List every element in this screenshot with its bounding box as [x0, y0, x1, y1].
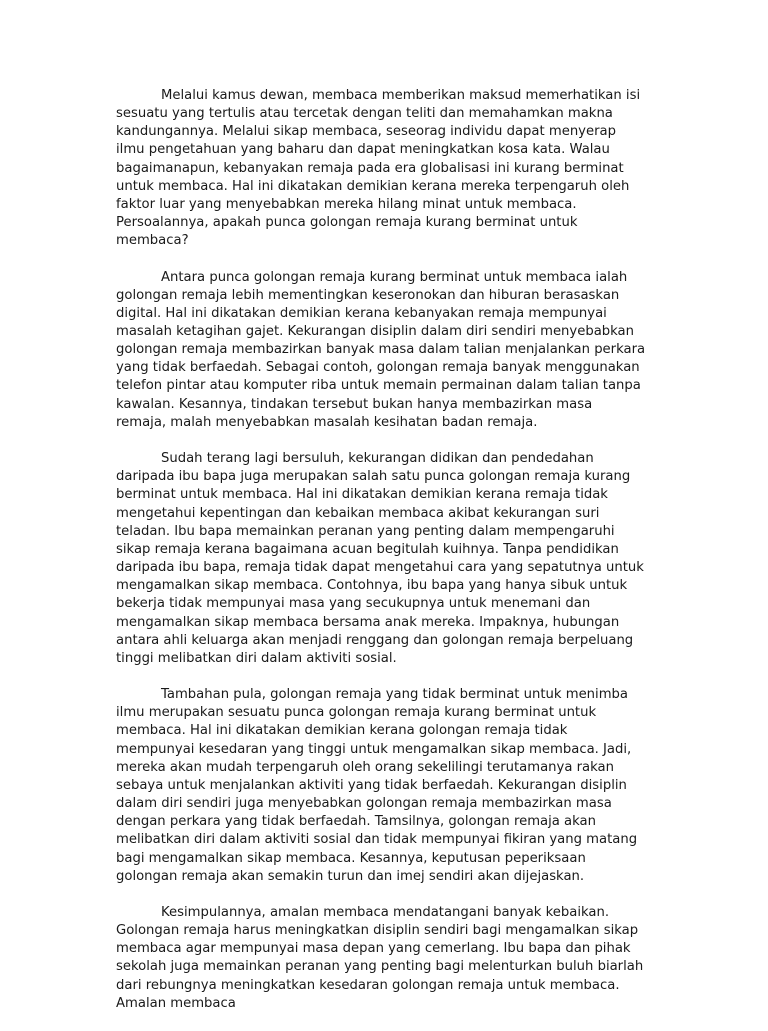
paragraph-point-2: Sudah terang lagi bersuluh, kekurangan didikan dan pendedahan daripada ibu bapa juga merupakan salah satu punca golongan remaja kurang berminat untuk membaca. Hal ini dikatakan demikian kerana remaja tidak mengetahui kepentingan dan kebaikan membaca akibat kekurangan suri teladan. Ibu bapa memainkan peranan yang penting dalam mempengaruhi sikap remaja kerana bagaimana acuan begitulah kuihnya. Tanpa pendidikan daripada ibu bapa, remaja tidak dapat mengetahui cara yang sepatutnya untuk mengamalkan sikap membaca. Contohnya, ibu bapa yang hanya sibuk untuk bekerja tidak mempunyai masa yang secukupnya untuk menemani dan mengamalkan sikap membaca bersama anak mereka. Impaknya, hubungan antara ahli keluarga akan menjadi renggang dan golongan remaja berpeluang tinggi melibatkan diri dalam aktiviti sosial. [116, 451, 644, 666]
paragraph-point-3: Tambahan pula, golongan remaja yang tidak berminat untuk menimba ilmu merupakan sesuatu punca golongan remaja kurang berminat untuk membaca. Hal ini dikatakan demikian kerana golongan remaja tidak mempunyai kesedaran yang tinggi untuk mengamalkan sikap membaca. Jadi, mereka akan mudah terpengaruh oleh orang sekelilingi terutamanya rakan sebaya untuk menjalankan aktiviti yang tidak berfaedah. Kekurangan disiplin dalam diri sendiri juga menyebabkan golongan remaja membazirkan masa dengan perkara yang tidak berfaedah. Tamsilnya, golongan remaja akan melibatkan diri dalam aktiviti sosial dan tidak mempunyai fikiran yang matang bagi mengamalkan sikap membaca. Kesannya, keputusan peperiksaan golongan remaja akan semakin turun dan imej sendiri akan dijejaskan. [116, 687, 638, 884]
paragraph-point-1: Antara punca golongan remaja kurang berminat untuk membaca ialah golongan remaja lebih mementingkan keseronokan dan hiburan berasaskan digital. Hal ini dikatakan demikian kerana kebanyakan remaja mempunyai masalah ketagihan gajet. Kekurangan disiplin dalam diri sendiri menyebabkan golongan remaja membazirkan banyak masa dalam talian menjalankan perkara yang tidak berfaedah. Sebagai contoh, golongan remaja banyak menggunakan telefon pintar atau komputer riba untuk memain permainan dalam talian tanpa kawalan. Kesannya, tindakan tersebut bukan hanya membazirkan masa remaja, malah menyebabkan masalah kesihatan badan remaja. [116, 269, 646, 430]
paragraph-introduction: Melalui kamus dewan, membaca memberikan maksud memerhatikan isi sesuatu yang tertulis atau tercetak dengan teliti dan memahamkan makna kandungannya. Melalui sikap membaca, seseorag individu dapat menyerap ilmu pengetahuan yang baharu dan dapat meningkatkan kosa kata. Walau bagaimanapun, kebanyakan remaja pada era globalisasi ini kurang berminat untuk membaca. Hal ini dikatakan demikian kerana mereka terpengaruh oleh faktor luar yang menyebabkan mereka hilang minat untuk membaca. Persoalannya, apakah punca golongan remaja kurang berminat untuk membaca? [116, 88, 641, 249]
document-page [116, 87, 646, 1031]
paragraph-conclusion: Kesimpulannya, amalan membaca mendatangani banyak kebaikan. Golongan remaja harus meningkatkan disiplin sendiri bagi mengamalkan sikap membaca agar mempunyai masa depan yang cemerlang. Ibu bapa dan pihak sekolah juga memainkan peranan yang penting bagi melenturkan buluh biarlah dari rebungnya meningkatkan kesedaran golongan remaja untuk membaca. Amalan membaca [116, 904, 644, 1011]
